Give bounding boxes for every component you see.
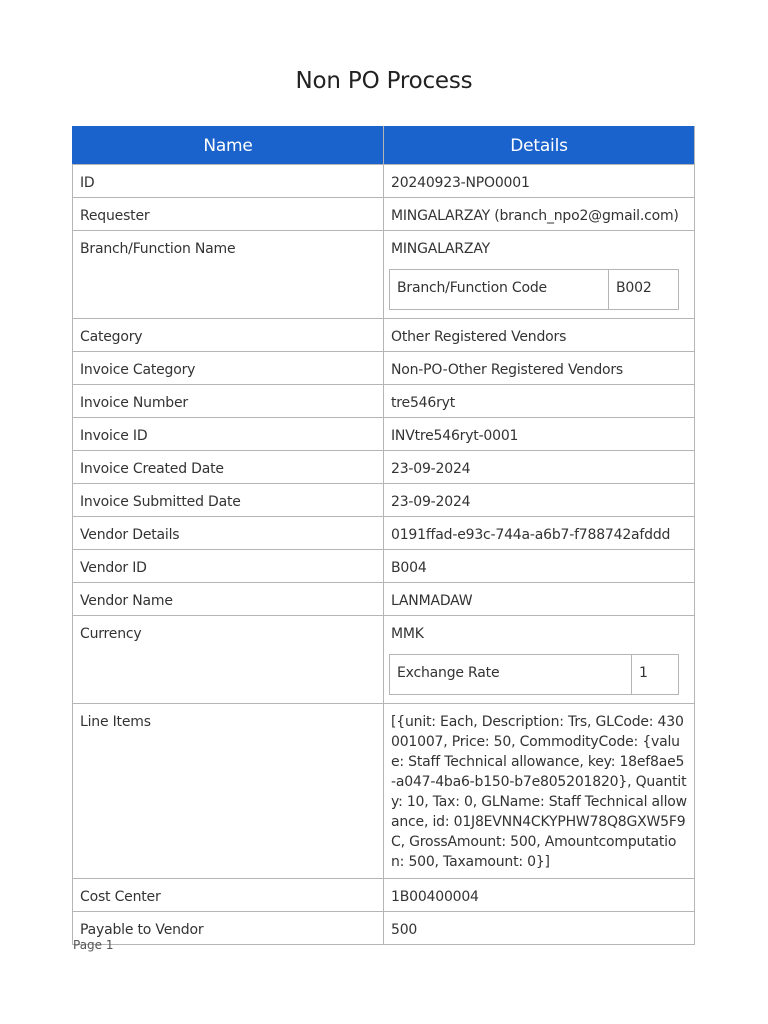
row-label: Vendor Details bbox=[73, 517, 384, 550]
row-value-cell bbox=[384, 231, 695, 319]
row-value: 20240923-NPO0001 bbox=[384, 165, 695, 198]
subtable-label: Branch/Function Code bbox=[390, 270, 609, 310]
table-row bbox=[73, 517, 695, 550]
subtable-value: B002 bbox=[609, 270, 679, 310]
table-row bbox=[73, 385, 695, 418]
row-label: Vendor ID bbox=[73, 550, 384, 583]
table-row bbox=[73, 165, 695, 198]
row-value: [{unit: Each, Description: Trs, GLCode: 430001007, Price: 50, CommodityCode: {value: Staff Technical allowance, key: 18ef8ae5-a047-4ba6-b150-b7e805201820}, Quantity: 10, Tax: 0, GLName: Staff Technical allowance, id: 01J8EVNN4CKYPHW78Q8GXW5F9C, GrossAmount: 500, Amountcomputation: 500, Taxamount: 0}] bbox=[384, 704, 695, 879]
row-value: 500 bbox=[384, 912, 695, 945]
table-row bbox=[73, 879, 695, 912]
page-title: Non PO Process bbox=[295, 68, 473, 94]
row-value: 23-09-2024 bbox=[384, 451, 695, 484]
table-row bbox=[73, 912, 695, 945]
row-label: Invoice Created Date bbox=[73, 451, 384, 484]
row-label: Invoice ID bbox=[73, 418, 384, 451]
row-label: Requester bbox=[73, 198, 384, 231]
exchange-rate-subtable bbox=[389, 654, 679, 695]
subtable-row bbox=[390, 270, 679, 310]
details-table bbox=[72, 126, 695, 945]
page-number: Page 1 bbox=[73, 938, 114, 952]
row-value: B004 bbox=[384, 550, 695, 583]
row-value-cell bbox=[384, 616, 695, 704]
subtable-row bbox=[390, 655, 679, 695]
row-label: Payable to Vendor bbox=[73, 912, 384, 945]
row-label: Invoice Category bbox=[73, 352, 384, 385]
table-row bbox=[73, 319, 695, 352]
row-value: 23-09-2024 bbox=[384, 484, 695, 517]
table-row bbox=[73, 451, 695, 484]
row-value: MINGALARZAY bbox=[391, 241, 490, 257]
header-name: Name bbox=[73, 127, 384, 165]
row-value: 1B00400004 bbox=[384, 879, 695, 912]
row-label: Category bbox=[73, 319, 384, 352]
row-label: Invoice Number bbox=[73, 385, 384, 418]
row-value: LANMADAW bbox=[384, 583, 695, 616]
row-value: MINGALARZAY (branch_npo2@gmail.com) bbox=[384, 198, 695, 231]
row-label: Line Items bbox=[73, 704, 384, 879]
row-value: 0191ffad-e93c-744a-a6b7-f788742afddd bbox=[384, 517, 695, 550]
row-label: Invoice Submitted Date bbox=[73, 484, 384, 517]
row-label: Currency bbox=[73, 616, 384, 704]
subtable-label: Exchange Rate bbox=[390, 655, 632, 695]
table-row bbox=[73, 704, 695, 879]
row-value: Other Registered Vendors bbox=[384, 319, 695, 352]
row-label: Vendor Name bbox=[73, 583, 384, 616]
table-row bbox=[73, 418, 695, 451]
table-row bbox=[73, 198, 695, 231]
row-value: INVtre546ryt-0001 bbox=[384, 418, 695, 451]
row-value: Non-PO-Other Registered Vendors bbox=[384, 352, 695, 385]
table-row bbox=[73, 550, 695, 583]
table-row bbox=[73, 484, 695, 517]
header-details: Details bbox=[384, 127, 695, 165]
table-row bbox=[73, 231, 695, 319]
subtable-value: 1 bbox=[632, 655, 679, 695]
row-value: MMK bbox=[391, 626, 424, 642]
row-label: Branch/Function Name bbox=[73, 231, 384, 319]
branch-code-subtable bbox=[389, 269, 679, 310]
row-label: ID bbox=[73, 165, 384, 198]
table-row bbox=[73, 616, 695, 704]
table-row bbox=[73, 583, 695, 616]
row-label: Cost Center bbox=[73, 879, 384, 912]
table-row bbox=[73, 352, 695, 385]
table-header-row bbox=[73, 127, 695, 165]
row-value: tre546ryt bbox=[384, 385, 695, 418]
